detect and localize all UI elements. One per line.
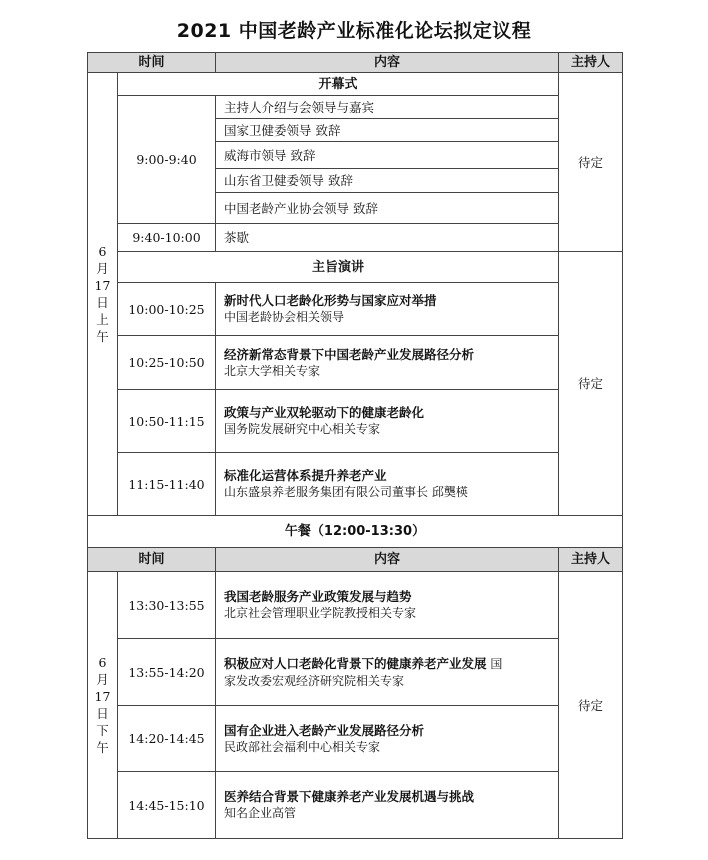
talk-title: 我国老龄服务产业政策发展与趋势 — [224, 589, 412, 604]
header-content: 内容 — [215, 52, 559, 73]
talk-title-line — [224, 655, 502, 673]
lunch-row: 午餐（12:00-13:30） — [87, 515, 623, 548]
talk-time: 13:55-14:20 — [117, 638, 216, 706]
page-title: 2021 中国老龄产业标准化论坛拟定议程 — [176, 20, 532, 42]
talk-cell — [215, 571, 559, 639]
header-host: 主持人 — [558, 547, 623, 572]
break-time: 9:40-10:00 — [117, 223, 216, 252]
talk-speaker: 北京社会管理职业学院教授相关专家 — [224, 606, 417, 620]
talk-time: 10:00-10:25 — [117, 282, 216, 336]
talk-cell — [215, 282, 559, 336]
talk-speaker: 知名企业高管 — [224, 806, 297, 820]
keynote-host: 待定 — [558, 251, 623, 516]
talk-title: 政策与产业双轮驱动下的健康老龄化 — [224, 405, 425, 420]
talk-title: 新时代人口老龄化形势与国家应对举措 — [224, 293, 437, 308]
talk-time: 11:15-11:40 — [117, 452, 216, 516]
header-time: 时间 — [87, 547, 216, 572]
header-host: 主持人 — [558, 52, 623, 73]
talk-time: 14:20-14:45 — [117, 705, 216, 772]
talk-speaker: 家发改委宏观经济研究院相关专家 — [224, 673, 405, 688]
talk-speaker: 国务院发展研究中心相关专家 — [224, 422, 381, 436]
talk-time: 10:25-10:50 — [117, 335, 216, 390]
talk-cell — [215, 771, 559, 839]
break-label: 茶歇 — [215, 223, 559, 252]
talk-cell — [215, 335, 559, 390]
talk-title: 医养结合背景下健康养老产业发展机遇与挑战 — [224, 789, 475, 804]
talk-speaker: 北京大学相关专家 — [224, 363, 321, 378]
talk-cell — [215, 705, 559, 772]
talk-time: 10:50-11:15 — [117, 389, 216, 453]
opening-item: 主持人介绍与会领导与嘉宾 — [215, 95, 559, 119]
afternoon-host: 待定 — [558, 571, 623, 839]
header-time: 时间 — [87, 52, 216, 73]
talk-speaker: 民政部社会福利中心相关专家 — [224, 739, 381, 754]
opening-item: 山东省卫健委领导 致辞 — [215, 168, 559, 193]
talk-title: 标准化运营体系提升养老产业 — [224, 468, 387, 483]
agenda-table — [87, 52, 623, 852]
talk-title-tail: 国 — [486, 656, 503, 671]
opening-item: 中国老龄产业协会领导 致辞 — [215, 192, 559, 224]
talk-cell — [215, 638, 559, 706]
talk-title: 国有企业进入老龄产业发展路径分析 — [224, 722, 425, 738]
talk-time: 13:30-13:55 — [117, 571, 216, 639]
header-content: 内容 — [215, 547, 559, 572]
talk-speaker: 中国老龄协会相关领导 — [224, 310, 345, 324]
opening-section-label: 开幕式 — [117, 72, 559, 96]
talk-time: 14:45-15:10 — [117, 771, 216, 839]
morning-date: 6 月 17 日 上 午 — [87, 72, 118, 516]
opening-item: 威海市领导 致辞 — [215, 141, 559, 169]
talk-title: 经济新常态背景下中国老龄产业发展路径分析 — [224, 346, 475, 362]
afternoon-date: 6 月 17 日 下 午 — [87, 571, 118, 839]
talk-cell — [215, 452, 559, 516]
talk-title: 积极应对人口老龄化背景下的健康养老产业发展 — [224, 655, 487, 671]
keynote-section-label: 主旨演讲 — [117, 251, 559, 283]
talk-speaker: 山东盛泉养老服务集团有限公司董事长 邱龑楧 — [224, 485, 468, 499]
opening-item: 国家卫健委领导 致辞 — [215, 118, 559, 142]
opening-host: 待定 — [558, 72, 623, 252]
talk-cell — [215, 389, 559, 453]
opening-time: 9:00-9:40 — [117, 95, 216, 224]
